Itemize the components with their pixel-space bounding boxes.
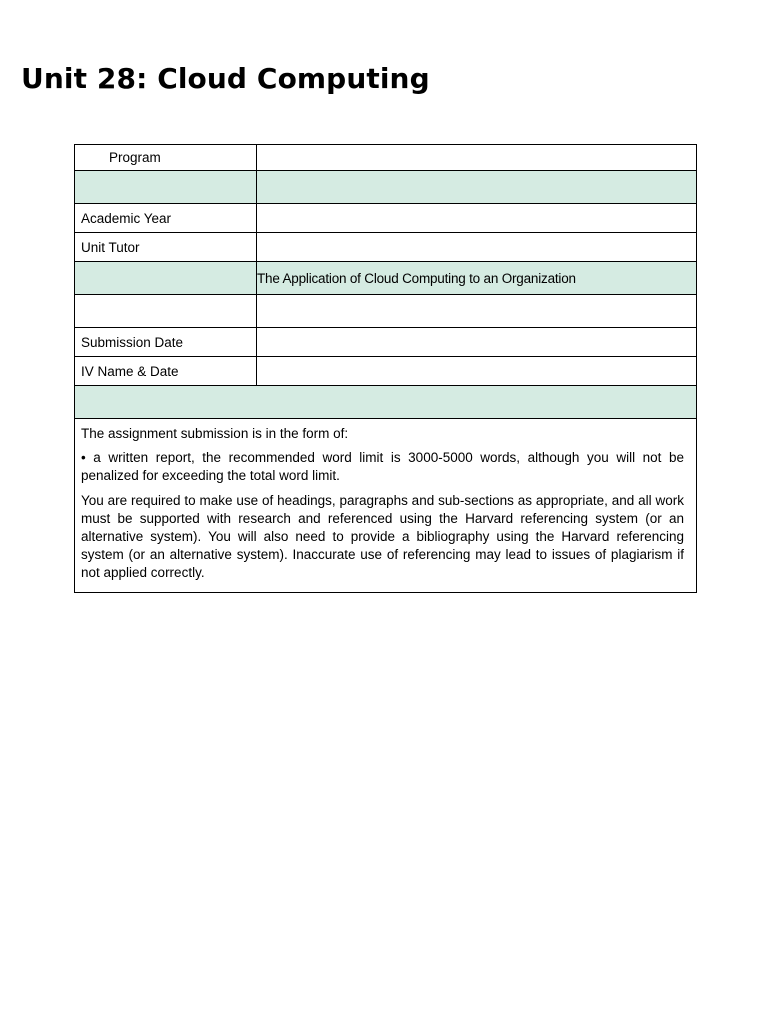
academic-year-row	[75, 204, 697, 233]
blank-row	[75, 295, 697, 328]
unit-tutor-value-cell	[257, 233, 697, 262]
blank-label-cell	[75, 295, 257, 328]
unit-tutor-row	[75, 233, 697, 262]
unit-tutor-label: Unit Tutor	[75, 233, 257, 262]
assignment-title-label-cell	[75, 262, 257, 295]
submission-date-value-cell	[257, 328, 697, 357]
iv-name-date-value-cell	[257, 357, 697, 386]
submission-date-row	[75, 328, 697, 357]
submission-date-label: Submission Date	[75, 328, 257, 357]
notes-intro: The assignment submission is in the form of:	[81, 426, 349, 441]
program-row	[75, 145, 697, 171]
assignment-title: The Application of Cloud Computing to an Organization	[257, 262, 697, 295]
page-title: Unit 28: Cloud Computing	[21, 62, 430, 95]
iv-name-date-label: IV Name & Date	[75, 357, 257, 386]
shaded-row-2	[75, 386, 697, 419]
notes-bullet: • a written report, the recommended word limit is 3000-5000 words, although you will not be penalized for exceeding the total word limit.	[81, 450, 684, 483]
shaded-row-1	[75, 171, 697, 204]
assignment-title-row	[75, 262, 697, 295]
notes-row	[75, 419, 697, 593]
assignment-info-table	[74, 144, 697, 593]
notes-body: You are required to make use of headings, paragraphs and sub-sections as appropriate, and all work must be supported with research and referenced using the Harvard referencing system (or an alternative system). You will also need to provide a bibliography using the Harvard referencing system (or an alternative system). Inaccurate use of referencing may lead to issues of plagiarism if not applied correctly.	[81, 493, 684, 580]
shaded-label-cell-1	[75, 171, 257, 204]
program-value-cell	[257, 145, 697, 171]
iv-name-date-row	[75, 357, 697, 386]
academic-year-value-cell	[257, 204, 697, 233]
program-label: Program	[75, 145, 257, 171]
shaded-full-cell	[75, 386, 697, 419]
shaded-value-cell-1	[257, 171, 697, 204]
academic-year-label: Academic Year	[75, 204, 257, 233]
submission-notes	[75, 419, 697, 593]
blank-value-cell	[257, 295, 697, 328]
